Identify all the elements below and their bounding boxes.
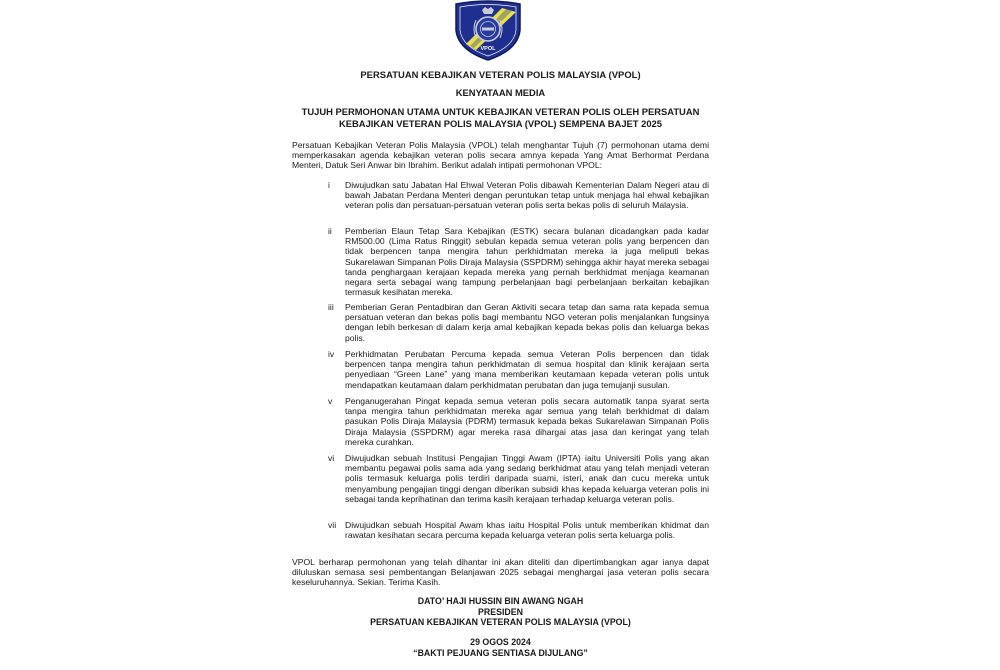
list-marker: vii xyxy=(328,520,337,530)
intro-paragraph: Persatuan Kebajikan Veteran Polis Malaysia (VPOL) telah menghantar Tujuh (7) permohonan utama demi memperkasakan agenda kebajikan veteran polis secara amnya kepada Yang Amat Berhormat Perdana Menteri, Datuk Seri Anwar bin Ibrahim. Berikut adalah intipati permohonan VPOL: xyxy=(292,140,709,171)
organization-title: PERSATUAN KEBAJIKAN VETERAN POLIS MALAYSIA (VPOL) xyxy=(360,69,641,80)
date-motto-block xyxy=(292,637,709,658)
svg-text:VPOL: VPOL xyxy=(480,46,496,52)
list-item-text: Perkhidmatan Perubatan Percuma kepada semua Veteran Polis berpencen dan tidak berpencen tanpa mengira tahun perkhidmatan di semua hospital dan klinik kerajaan serta penyediaan “Green Lane” yang mana memberikan keutamaan kepada veteran polis untuk mendapatkan keutamaan dalam perkhidmatan perubatan dan juga temujanji susulan. xyxy=(345,349,709,390)
document-type-heading: KENYATAAN MEDIA xyxy=(455,87,546,98)
list-item-text: Pemberian Geran Pentadbiran dan Geran Aktiviti secara tetap dan sama rata kepada semua persatuan veteran dan bekas polis bagi membantu NGO veteran polis menjalankan fungsinya dengan lebih berkesan di dalam kerja amal kebajikan kepada bekas polis dan keluarga bekas polis. xyxy=(345,302,709,343)
list-marker: iv xyxy=(328,349,335,359)
list-item xyxy=(292,349,709,390)
signatory-name: DATO’ HAJI HUSSIN BIN AWANG NGAH xyxy=(417,596,584,606)
list-item-text: Diwujudkan sebuah Institusi Pengajian Tinggi Awam (IPTA) iaitu Universiti Polis yang akan membantu pegawai polis sama ada yang sedang berkhidmat atau yang telah menjadi veteran polis termasuk keluarga polis terdiri daripada suami, isteri, anak dan cucu mereka untuk menyambung pengajian tinggi dengan diberikan subsidi khas kepada keluarga veteran polis ini sebagai tanda keprihatinan dan terima kasih kerajaan terhadap keluarga veteran polis. xyxy=(345,453,709,504)
list-item xyxy=(292,180,709,211)
list-item xyxy=(292,226,709,297)
list-item xyxy=(292,396,709,447)
list-item-text: Diwujudkan sebuah Hospital Awam khas iaitu Hospital Polis untuk memberikan khidmat dan rawatan kesihatan secara percuma kepada keluarga veteran polis serta keluarga polis. xyxy=(345,520,709,541)
list-item-text: Diwujudkan satu Jabatan Hal Ehwal Veteran Polis dibawah Kementerian Dalam Negeri atau di bawah Jabatan Perdana Menteri dengan peruntukan tetap untuk menjaga hal ehwal kebajikan veteran polis dan persatuan-persatuan veteran polis serta bekas polis di seluruh Malaysia. xyxy=(345,180,709,211)
list-marker: i xyxy=(328,180,330,190)
organization-motto: “BAKTI PEJUANG SENTIASA DIJULANG” xyxy=(413,647,588,658)
list-item xyxy=(292,453,709,504)
list-item-text: Penganugerahan Pingat kepada semua veteran polis secara automatik tanpa syarat serta tanpa mengira tahun perkhidmatan mereka agar semua yang telah berkhidmat di dalam pasukan Polis Diraja Malaysia (PDRM) termasuk kepada bekas Sukarelawan Simpanan Polis Diraja Malaysia (SSPDRM) agar mereka rasa dihargai atas jasa dan keringat yang telah mereka curahkan. xyxy=(345,396,709,447)
list-item-text: Pemberian Elaun Tetap Sara Kebajikan (ESTK) secara bulanan dicadangkan pada kadar RM500.00 (Lima Ratus Ringgit) sebulan kepada semua veteran polis yang berpencen dan tidak berpencen tanpa mengira tahun perkhidmatan mereka ia juga meliputi bekas Sukarelawan Simpanan Polis Diraja Malaysia (SSPDRM) sehingga akhir hayat mereka sebagai tanda penghargaan kerajaan kepada mereka yang pernah berkhidmat menjaga keamanan negara serta sebagai wang tampung perbelanjaan bagi perbelanjaan berkaitan kebajikan termasuk kesihatan mereka. xyxy=(345,226,709,298)
statement-headline xyxy=(284,106,717,129)
list-item xyxy=(292,520,709,540)
headline-line-2: KEBAJIKAN VETERAN POLIS MALAYSIA (VPOL) SEMPENA BAJET 2025 xyxy=(339,117,662,129)
list-marker: iii xyxy=(328,302,334,312)
vpol-shield-emblem-icon xyxy=(452,0,524,62)
signature-block xyxy=(292,596,709,628)
list-marker: ii xyxy=(328,226,332,236)
headline-line-1: TUJUH PERMOHONAN UTAMA UNTUK KEBAJIKAN VETERAN POLIS OLEH PERSATUAN xyxy=(301,106,700,117)
closing-paragraph: VPOL berharap permohonan yang telah dihantar ini akan diteliti dan dipertimbangkan agar ianya dapat diluluskan semasa sesi pembentangan Belanjawan 2025 sebagai menghargai jasa veteran polis secara keseluruhannya. Sekian. Terima Kasih. xyxy=(292,557,709,588)
statement-date: 29 OGOS 2024 xyxy=(470,637,531,647)
list-marker: v xyxy=(328,396,333,406)
vpol-logo xyxy=(452,0,524,62)
list-item xyxy=(292,302,709,343)
list-marker: vi xyxy=(328,453,335,463)
signatory-organization: PERSATUAN KEBAJIKAN VETERAN POLIS MALAYSIA (VPOL) xyxy=(370,617,631,628)
signatory-title: PRESIDEN xyxy=(478,606,523,617)
